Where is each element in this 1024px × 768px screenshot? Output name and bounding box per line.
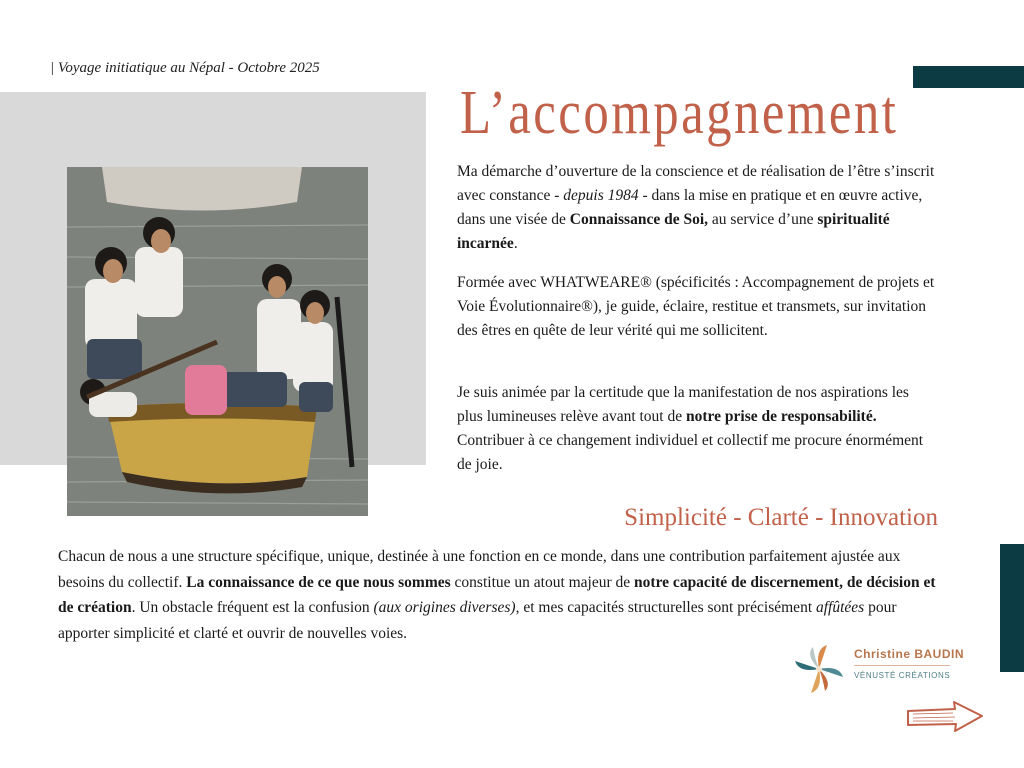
bold-text: Connaissance de Soi, <box>569 211 709 228</box>
brand-logo <box>790 640 965 698</box>
intro-paragraph <box>457 160 937 256</box>
teal-accent-bar-right <box>1000 544 1024 672</box>
logo-subtitle: VÉNUSTÉ CRÉATIONS <box>854 671 951 680</box>
italic-text: affûtées <box>816 599 865 616</box>
text-run: Formée avec WHATWEARE® (spécificités : Accompagnement de projets et Voie Évolutionnaire®), je guide, éclaire, restitue et transmets, sur invitation des êtres en quête de leur vérité qui me sollicitent. <box>457 274 935 339</box>
text-run: Contribuer à ce changement individuel et collectif me procure énormément de joie. <box>457 432 924 473</box>
bold-text: spiritualité incarnée <box>457 211 890 252</box>
italic-text: depuis 1984 <box>563 187 639 204</box>
text-run: - dans la mise en pratique et en œuvre active, dans une visée de <box>457 187 923 228</box>
logo-name: Christine BAUDIN <box>854 647 965 661</box>
text-run: Chacun de nous a une structure spécifique, unique, destinée à une fonction en ce monde, dans une contribution parfaitement ajustée aux besoins du collectif. <box>58 548 901 591</box>
next-arrow-icon <box>905 700 985 734</box>
text-run: . Un obstacle fréquent est la confusion <box>131 599 374 616</box>
photo-children-in-boat <box>67 167 368 516</box>
text-run: Ma démarche d’ouverture de la conscience et de réalisation de l’être s’inscrit avec constance - <box>457 163 935 204</box>
header-line: | Voyage initiatique au Népal - Octobre 2025 <box>50 60 320 76</box>
training-paragraph <box>457 271 937 343</box>
page-title: L’accompagnement <box>460 79 899 147</box>
text-run: pour apporter simplicité et clarté et ouvrir de nouvelles voies. <box>58 599 897 642</box>
teal-accent-bar-top <box>913 66 1024 88</box>
italic-text: (aux origines diverses) <box>373 599 516 616</box>
text-run: constitue un atout majeur de <box>450 573 635 591</box>
spiral-logo-icon <box>790 640 848 698</box>
bold-text: notre prise de responsabilité. <box>686 408 877 425</box>
bold-text: La connaissance de ce que nous sommes <box>186 573 451 591</box>
logo-divider <box>854 665 950 666</box>
text-run: Je suis animée par la certitude que la manifestation de nos aspirations les plus lumineuses relève avant tout de <box>457 384 909 425</box>
text-run: au service d’une <box>708 211 818 228</box>
bold-text: notre capacité de discernement, de décision et de création <box>58 573 936 616</box>
motivation-paragraph <box>457 381 937 477</box>
text-run: . <box>513 235 518 252</box>
next-page-button[interactable] <box>905 700 985 734</box>
tagline: Simplicité - Clarté - Innovation <box>624 504 938 531</box>
structure-paragraph <box>58 544 948 646</box>
text-run: , et mes capacités structurelles sont précisément <box>515 599 816 616</box>
